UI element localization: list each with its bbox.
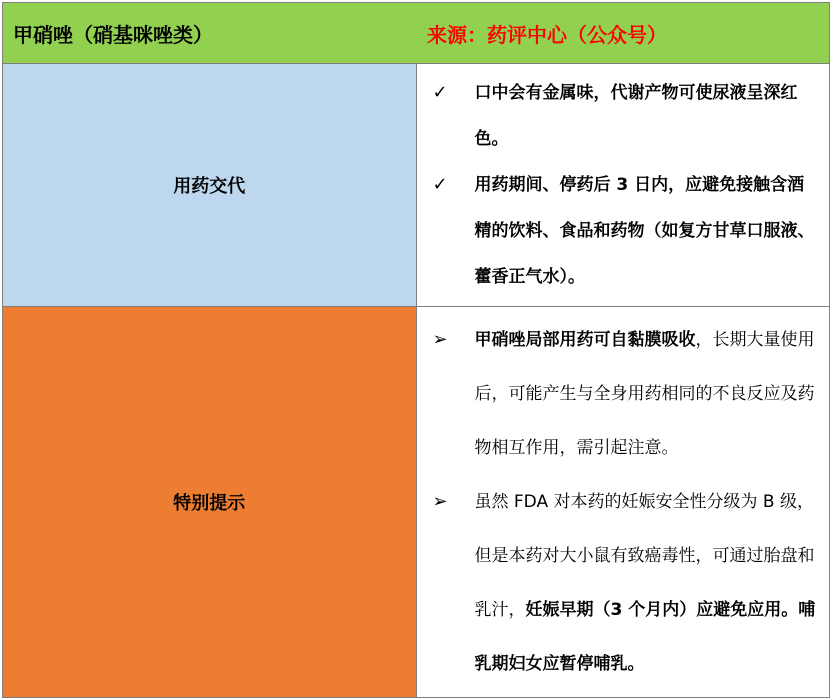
usage-item-text: 用药期间、停药后 3 日内，应避免接触含酒精的饮料、食品和药物（如复方甘草口服液、藿香正气水）。: [474, 175, 815, 287]
special-item: [433, 313, 822, 475]
special-label: 特别提示: [173, 493, 246, 514]
drug-info-table: [2, 2, 830, 698]
arrow-bullet-icon: ➢: [432, 329, 448, 350]
special-item-1-rest: ，长期大量使用后，可能产生与全身用药相同的不良反应及药物相互作用，需引起注意。: [474, 330, 815, 458]
special-item: [433, 475, 822, 691]
usage-item-text: 口中会有金属味，代谢产物可使尿液呈深红色。: [474, 83, 798, 149]
special-item-2-normal: 虽然 FDA 对本药的妊娠安全性分级为 B 级，但是本药对大小鼠有致癌毒性，可通过胎盘和乳汁，: [474, 492, 815, 620]
check-mark-icon: ✓: [432, 82, 448, 103]
usage-item: [433, 162, 822, 300]
arrow-bullet-icon: ➢: [432, 491, 448, 512]
special-label-cell: [3, 307, 417, 698]
special-content-cell: [416, 307, 830, 698]
drug-title: 甲硝唑（硝基咪唑类）: [13, 22, 213, 47]
special-row: [3, 307, 830, 698]
usage-label-cell: [3, 64, 417, 307]
special-item-1-bold: 甲硝唑局部用药可自黏膜吸收: [474, 330, 696, 350]
source-label: 来源：药评中心（公众号）: [427, 22, 667, 47]
header-row: [3, 3, 830, 64]
usage-label: 用药交代: [173, 176, 246, 197]
usage-content-cell: [416, 64, 830, 307]
special-item-text: [475, 475, 822, 691]
header-cell: [3, 3, 830, 64]
special-item-2-bold: 妊娠早期（3 个月内）应避免应用。哺乳期妇女应暂停哺乳。: [474, 600, 816, 674]
usage-row: [3, 64, 830, 307]
check-mark-icon: ✓: [432, 174, 448, 195]
usage-item: [433, 70, 822, 162]
special-item-text: [475, 313, 822, 475]
